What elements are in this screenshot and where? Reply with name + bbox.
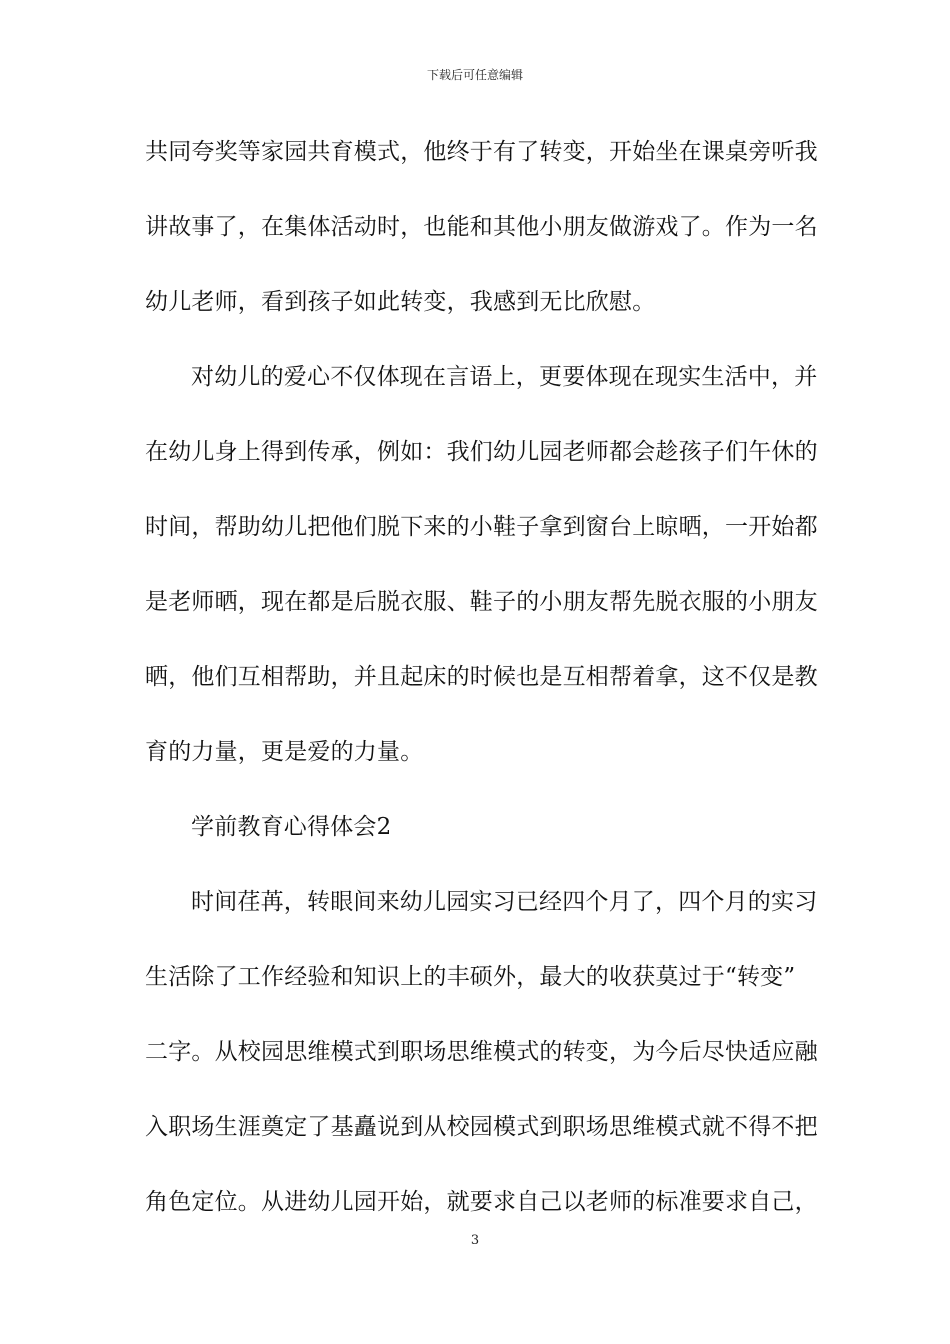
text-line-14: 入职场生涯奠定了基矗说到从校园模式到职场思维模式就不得不把 — [145, 1114, 818, 1140]
text-line-7: 是老师晒，现在都是后脱衣服、鞋子的小朋友帮先脱衣服的小朋友 — [145, 589, 818, 615]
text-line-13: 二字。从校园思维模式到职场思维模式的转变，为今后尽快适应融 — [145, 1039, 818, 1065]
text-line-6: 时间，帮助幼儿把他们脱下来的小鞋子拿到窗台上晾晒，一开始都 — [145, 514, 818, 540]
text-line-3: 幼儿老师，看到孩子如此转变，我感到无比欣慰。 — [145, 289, 656, 315]
page-number: 3 — [470, 1233, 480, 1248]
text-line-1: 共同夸奖等家园共育模式，他终于有了转变，开始坐在课桌旁听我 — [145, 139, 818, 165]
page-header: 下载后可任意编辑 — [426, 68, 523, 82]
text-line-15: 角色定位。从进幼儿园开始，就要求自己以老师的标准要求自己， — [145, 1189, 818, 1215]
text-line-2: 讲故事了，在集体活动时，也能和其他小朋友做游戏了。作为一名 — [145, 214, 818, 240]
section-heading: 学前教育心得体会2 — [191, 814, 392, 840]
text-line-12: 生活除了工作经验和知识上的丰硕外，最大的收获莫过于“转变” — [145, 964, 796, 990]
text-line-5: 在幼儿身上得到传承，例如：我们幼儿园老师都会趁孩子们午休的 — [145, 439, 818, 465]
text-line-4: 对幼儿的爱心不仅体现在言语上，更要体现在现实生活中，并 — [191, 364, 818, 390]
text-line-8: 晒，他们互相帮助，并且起床的时候也是互相帮着拿，这不仅是教 — [145, 664, 818, 690]
text-line-11: 时间荏苒，转眼间来幼儿园实习已经四个月了，四个月的实习 — [191, 889, 818, 915]
text-line-9: 育的力量，更是爱的力量。 — [145, 739, 424, 765]
